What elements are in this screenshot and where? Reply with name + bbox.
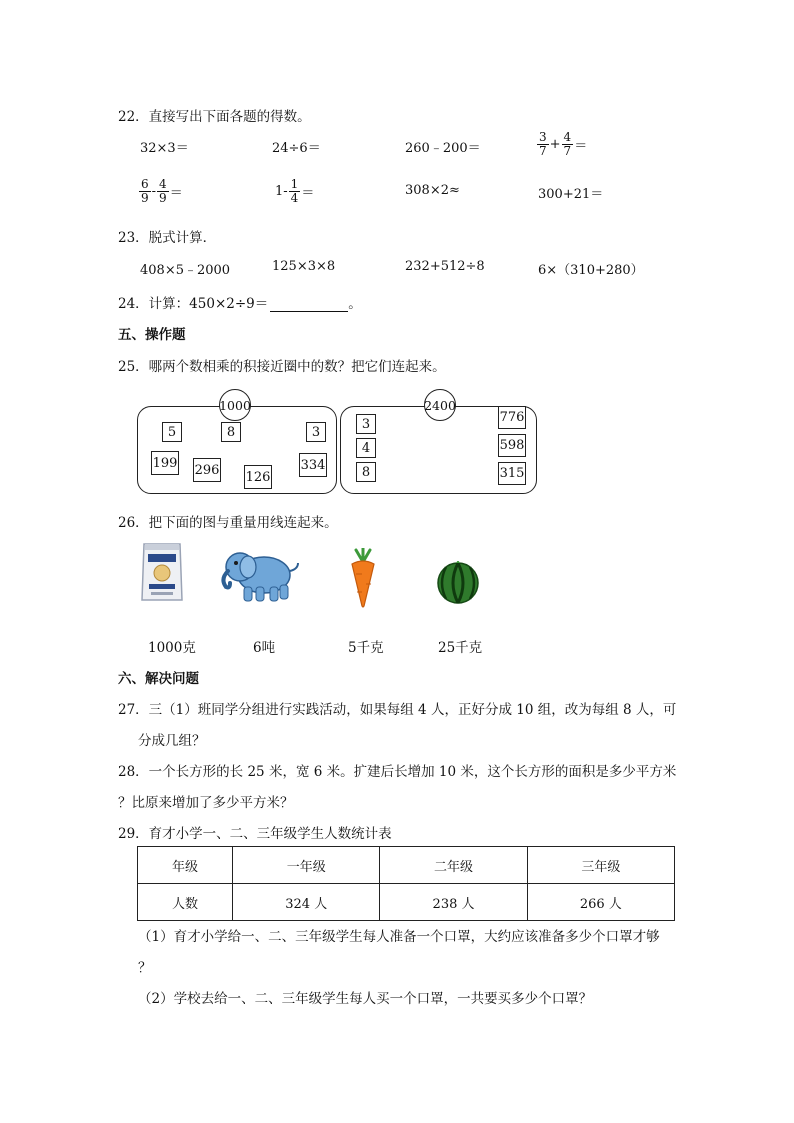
q28-line-1: 28．一个长方形的长 25 米，宽 6 米。扩建后长增加 10 米，这个长方形的面积是多少平方米: [118, 764, 677, 780]
q22-item-4: $\frac{3}{7}$ + $\frac{4}{7}$ ＝: [539, 130, 588, 158]
q29-sub1-line-1: （1）育才小学给一、二、三年级学生每人准备一个口罩，大约应该准备多少个口罩才够: [138, 929, 660, 945]
q28-line-2: ？比原来增加了多少平方米？: [118, 795, 294, 811]
answer-blank[interactable]: [270, 297, 348, 312]
section-6-heading: 六、解决问题: [118, 671, 199, 687]
q23-item-2: 125×3×8: [272, 259, 336, 274]
table-cell: 324 人: [233, 884, 380, 921]
number-box[interactable]: 3: [356, 414, 376, 434]
fraction: $\frac{4}{9}$: [159, 177, 167, 205]
table-cell: 238 人: [380, 884, 527, 921]
elephant-icon: [218, 545, 302, 605]
flour-bag-picture: [138, 540, 186, 604]
q27-line-1: 27．三（1）班同学分组进行实践活动，如果每组 4 人，正好分成 10 组，改为每组 8 人，可: [118, 702, 677, 718]
fraction: $\frac{4}{7}$: [563, 130, 572, 158]
q29-sub2: （2）学校去给一、二、三年级学生每人买一个口罩，一共要买多少个口罩？: [138, 991, 593, 1007]
number-box[interactable]: 315: [498, 462, 526, 485]
table-cell: 266 人: [527, 884, 674, 921]
fraction: $\frac{3}{7}$: [539, 130, 547, 158]
number-box[interactable]: 296: [193, 458, 221, 482]
q22-item-6: 1- $\frac{1}{4}$ ＝: [275, 177, 315, 205]
table-header: 一年级: [233, 847, 380, 884]
section-5-heading: 五、操作题: [118, 327, 186, 343]
carrot-icon: [346, 548, 380, 608]
q22-item-5: $\frac{6}{9}$ - $\frac{4}{9}$ ＝: [141, 177, 183, 205]
q24-text: 24．计算：450×2÷9＝: [118, 296, 269, 312]
number-box[interactable]: 776: [498, 406, 526, 429]
carrot-picture: [346, 548, 380, 608]
weight-label: 6吨: [253, 640, 276, 656]
fraction: $\frac{6}{9}$: [141, 177, 149, 205]
flour-bag-icon: [138, 540, 186, 604]
table-row: [138, 884, 675, 921]
q22-title: 22．直接写出下面各题的得数。: [118, 109, 311, 125]
target-circle-2400: 2400: [424, 389, 456, 421]
table-header: 三年级: [527, 847, 674, 884]
q22-item-2: 24÷6＝: [272, 141, 321, 156]
number-box[interactable]: 334: [299, 453, 327, 477]
number-box[interactable]: 8: [356, 462, 376, 482]
q22-item-8: 300+21＝: [538, 187, 604, 202]
q29-sub1-line-2: ？: [138, 960, 152, 976]
student-count-table: [137, 846, 675, 921]
table-cell: 人数: [138, 884, 233, 921]
fraction: $\frac{1}{4}$: [290, 177, 299, 205]
q22-item-1: 32×3＝: [140, 141, 189, 156]
q23-item-3: 232+512÷8: [405, 259, 485, 274]
number-box[interactable]: 126: [244, 465, 272, 489]
number-box[interactable]: 199: [151, 451, 179, 475]
table-row: [138, 847, 675, 884]
q26-title: 26．把下面的图与重量用线连起来。: [118, 515, 338, 531]
number-box[interactable]: 8: [221, 422, 241, 442]
q22-item-7: 308×2≈: [405, 183, 460, 198]
watermelon-icon: [436, 561, 480, 605]
number-box[interactable]: 5: [162, 422, 182, 442]
watermelon-picture: [436, 561, 480, 605]
weight-label: 5千克: [348, 640, 384, 656]
q22-item-3: 260﹣200＝: [405, 141, 481, 156]
weight-label: 1000克: [148, 640, 196, 656]
table-header: 二年级: [380, 847, 527, 884]
q25-title: 25．哪两个数相乘的积接近圈中的数？把它们连起来。: [118, 359, 446, 375]
q23-item-4: 6×（310+280）: [538, 263, 644, 278]
number-box[interactable]: 598: [498, 434, 526, 457]
number-box[interactable]: 3: [306, 422, 326, 442]
q29-title: 29．育才小学一、二、三年级学生人数统计表: [118, 826, 392, 842]
q24: 24．计算：450×2÷9＝ 。: [118, 296, 362, 312]
weight-label: 25千克: [438, 640, 483, 656]
q27-line-2: 分成几组？: [138, 733, 206, 749]
target-circle-1000: 1000: [219, 389, 251, 421]
elephant-picture: [218, 545, 302, 605]
q23-title: 23．脱式计算．: [118, 230, 217, 246]
q23-item-1: 408×5﹣2000: [140, 263, 231, 278]
table-header: 年级: [138, 847, 233, 884]
number-box[interactable]: 4: [356, 438, 376, 458]
